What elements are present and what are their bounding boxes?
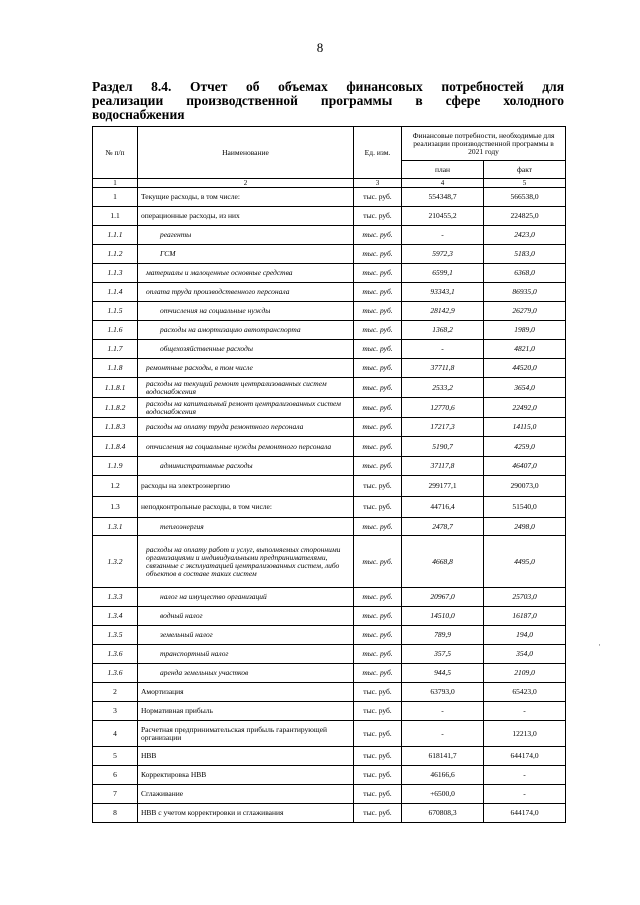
table-row xyxy=(93,340,566,359)
row-name: ГСМ xyxy=(138,245,354,264)
row-plan-value: 5190,7 xyxy=(402,437,484,457)
row-name: Сглаживание xyxy=(138,785,354,804)
column-number: 2 xyxy=(138,179,354,188)
table-row xyxy=(93,359,566,378)
row-plan-value: 20967,0 xyxy=(402,588,484,607)
column-number: 5 xyxy=(484,179,566,188)
row-plan-value: 4668,8 xyxy=(402,536,484,588)
section-heading xyxy=(92,80,564,122)
row-fact-value: 4259,0 xyxy=(484,437,566,457)
row-number: 1.3.6 xyxy=(93,664,138,683)
row-name: Амортизация xyxy=(138,683,354,702)
row-unit: тыс. руб. xyxy=(354,785,402,804)
row-number: 1.1.5 xyxy=(93,302,138,321)
table-row xyxy=(93,476,566,497)
row-unit: тыс. руб. xyxy=(354,645,402,664)
table-row xyxy=(93,804,566,823)
table-row xyxy=(93,518,566,536)
table-row xyxy=(93,536,566,588)
table-row xyxy=(93,626,566,645)
row-unit: тыс. руб. xyxy=(354,607,402,626)
row-plan-value: 46166,6 xyxy=(402,766,484,785)
row-number: 1.1.8.3 xyxy=(93,418,138,437)
row-name: ремонтные расходы, в том числе xyxy=(138,359,354,378)
row-plan-value: +6500,0 xyxy=(402,785,484,804)
row-unit: тыс. руб. xyxy=(354,518,402,536)
row-unit: тыс. руб. xyxy=(354,245,402,264)
row-number: 1.1.2 xyxy=(93,245,138,264)
row-number: 8 xyxy=(93,804,138,823)
row-unit: тыс. руб. xyxy=(354,476,402,497)
table-row xyxy=(93,645,566,664)
row-number: 1.1.3 xyxy=(93,264,138,283)
row-unit: тыс. руб. xyxy=(354,207,402,226)
row-name: теплоэнергия xyxy=(138,518,354,536)
heading-line-1: Раздел 8.4. Отчет об объемах финансовых потребностей для xyxy=(92,79,564,94)
row-unit: тыс. руб. xyxy=(354,437,402,457)
row-number: 1.3.2 xyxy=(93,536,138,588)
header-fact: факт xyxy=(484,161,566,179)
row-fact-value: 3654,0 xyxy=(484,378,566,398)
row-unit: тыс. руб. xyxy=(354,264,402,283)
table-row xyxy=(93,302,566,321)
heading-line-3: водоснабжения xyxy=(92,107,185,122)
row-unit: тыс. руб. xyxy=(354,702,402,721)
row-name: транспортный налог xyxy=(138,645,354,664)
row-plan-value: 2478,7 xyxy=(402,518,484,536)
row-fact-value: 290073,0 xyxy=(484,476,566,497)
table-row xyxy=(93,747,566,766)
row-number: 6 xyxy=(93,766,138,785)
row-number: 1.1.8 xyxy=(93,359,138,378)
column-number: 1 xyxy=(93,179,138,188)
header-name: Наименование xyxy=(138,127,354,179)
row-name: расходы на оплату труда ремонтного персонала xyxy=(138,418,354,437)
row-name: НВВ с учетом корректировки и сглаживания xyxy=(138,804,354,823)
row-plan-value: 12770,6 xyxy=(402,398,484,418)
row-plan-value: 28142,9 xyxy=(402,302,484,321)
row-name: неподконтрольные расходы, в том числе: xyxy=(138,497,354,518)
row-plan-value: 1368,2 xyxy=(402,321,484,340)
row-unit: тыс. руб. xyxy=(354,536,402,588)
row-plan-value: 944,5 xyxy=(402,664,484,683)
row-fact-value: 566538,0 xyxy=(484,188,566,207)
row-fact-value: 14115,0 xyxy=(484,418,566,437)
row-name: расходы на капитальный ремонт централизованных систем водоснабжения xyxy=(138,398,354,418)
table-row xyxy=(93,683,566,702)
table-row xyxy=(93,245,566,264)
row-number: 1.3.5 xyxy=(93,626,138,645)
row-number: 1.1.8.4 xyxy=(93,437,138,457)
column-number: 4 xyxy=(402,179,484,188)
row-number: 1.1.8.1 xyxy=(93,378,138,398)
row-plan-value: 554348,7 xyxy=(402,188,484,207)
row-number: 1.3 xyxy=(93,497,138,518)
row-fact-value: - xyxy=(484,785,566,804)
table-row xyxy=(93,702,566,721)
row-name: общехозяйственные расходы xyxy=(138,340,354,359)
row-name: расходы на текущий ремонт централизованных систем водоснабжения xyxy=(138,378,354,398)
row-name: земельный налог xyxy=(138,626,354,645)
row-fact-value: 2423,0 xyxy=(484,226,566,245)
row-plan-value: 618141,7 xyxy=(402,747,484,766)
row-unit: тыс. руб. xyxy=(354,302,402,321)
row-name: Текущие расходы, в том числе: xyxy=(138,188,354,207)
row-plan-value: 299177,1 xyxy=(402,476,484,497)
row-name: расходы на амортизацию автотранспорта xyxy=(138,321,354,340)
row-unit: тыс. руб. xyxy=(354,588,402,607)
row-name: реагенты xyxy=(138,226,354,245)
table-row xyxy=(93,188,566,207)
table-row xyxy=(93,497,566,518)
row-number: 1.3.3 xyxy=(93,588,138,607)
scan-mark: · xyxy=(598,640,601,650)
table-row xyxy=(93,226,566,245)
row-fact-value: 4495,0 xyxy=(484,536,566,588)
row-number: 1.2 xyxy=(93,476,138,497)
table-row xyxy=(93,378,566,398)
row-unit: тыс. руб. xyxy=(354,283,402,302)
row-plan-value: 5972,3 xyxy=(402,245,484,264)
row-fact-value: 2498,0 xyxy=(484,518,566,536)
header-plan: план xyxy=(402,161,484,179)
table-row xyxy=(93,283,566,302)
row-fact-value: 22492,0 xyxy=(484,398,566,418)
table-row xyxy=(93,321,566,340)
row-fact-value: 224825,0 xyxy=(484,207,566,226)
row-name: оплата труда производственного персонала xyxy=(138,283,354,302)
header-financial-needs: Финансовые потребности, необходимые для реализации производственной программы в 2021 году xyxy=(402,127,566,161)
row-unit: тыс. руб. xyxy=(354,359,402,378)
financial-needs-table xyxy=(92,126,566,823)
row-name: расходы на оплату работ и услуг, выполняемых сторонними организациями и индивидуальными предпринимателями, связанные с эксплуатацией централизованных систем, либо объектов в составе таких систем xyxy=(138,536,354,588)
table-row xyxy=(93,588,566,607)
row-number: 1.3.4 xyxy=(93,607,138,626)
row-plan-value: - xyxy=(402,721,484,747)
row-fact-value: 6368,0 xyxy=(484,264,566,283)
row-number: 1.1.9 xyxy=(93,457,138,476)
row-plan-value: 17217,3 xyxy=(402,418,484,437)
row-fact-value: 354,0 xyxy=(484,645,566,664)
row-number: 1.1.8.2 xyxy=(93,398,138,418)
row-plan-value: - xyxy=(402,340,484,359)
table-row xyxy=(93,664,566,683)
row-name: административные расходы xyxy=(138,457,354,476)
row-fact-value: 51540,0 xyxy=(484,497,566,518)
table-row xyxy=(93,418,566,437)
row-plan-value: 6599,1 xyxy=(402,264,484,283)
row-fact-value: 4821,0 xyxy=(484,340,566,359)
row-unit: тыс. руб. xyxy=(354,457,402,476)
row-number: 2 xyxy=(93,683,138,702)
table-row xyxy=(93,785,566,804)
row-unit: тыс. руб. xyxy=(354,497,402,518)
row-fact-value: 644174,0 xyxy=(484,804,566,823)
row-plan-value: 37117,8 xyxy=(402,457,484,476)
row-number: 1.1.1 xyxy=(93,226,138,245)
row-plan-value: 44716,4 xyxy=(402,497,484,518)
row-name: отчисления на социальные нужды ремонтного персонала xyxy=(138,437,354,457)
row-name: НВВ xyxy=(138,747,354,766)
row-fact-value: - xyxy=(484,766,566,785)
row-fact-value: 5183,0 xyxy=(484,245,566,264)
table-row xyxy=(93,607,566,626)
table-row xyxy=(93,437,566,457)
column-numbers-row xyxy=(93,179,566,188)
row-fact-value: 46407,0 xyxy=(484,457,566,476)
row-name: операционные расходы, из них xyxy=(138,207,354,226)
row-number: 7 xyxy=(93,785,138,804)
header-num: № п/п xyxy=(93,127,138,179)
row-unit: тыс. руб. xyxy=(354,804,402,823)
row-fact-value: 86935,0 xyxy=(484,283,566,302)
row-name: Нормативная прибыль xyxy=(138,702,354,721)
row-plan-value: 93343,1 xyxy=(402,283,484,302)
row-name: материалы и малоценные основные средства xyxy=(138,264,354,283)
row-unit: тыс. руб. xyxy=(354,418,402,437)
table-row xyxy=(93,766,566,785)
row-fact-value: 26279,0 xyxy=(484,302,566,321)
row-unit: тыс. руб. xyxy=(354,340,402,359)
table-row xyxy=(93,207,566,226)
row-plan-value: 789,9 xyxy=(402,626,484,645)
row-unit: тыс. руб. xyxy=(354,626,402,645)
row-number: 1 xyxy=(93,188,138,207)
row-name: аренда земельных участков xyxy=(138,664,354,683)
row-unit: тыс. руб. xyxy=(354,766,402,785)
row-unit: тыс. руб. xyxy=(354,378,402,398)
row-unit: тыс. руб. xyxy=(354,721,402,747)
row-name: отчисления на социальные нужды xyxy=(138,302,354,321)
row-number: 1.1.4 xyxy=(93,283,138,302)
row-fact-value: - xyxy=(484,702,566,721)
row-fact-value: 65423,0 xyxy=(484,683,566,702)
table-row xyxy=(93,398,566,418)
row-unit: тыс. руб. xyxy=(354,321,402,340)
row-fact-value: 644174,0 xyxy=(484,747,566,766)
row-unit: тыс. руб. xyxy=(354,747,402,766)
row-fact-value: 2109,0 xyxy=(484,664,566,683)
row-number: 5 xyxy=(93,747,138,766)
row-name: водный налог xyxy=(138,607,354,626)
row-plan-value: 670808,3 xyxy=(402,804,484,823)
row-plan-value: 37711,8 xyxy=(402,359,484,378)
row-fact-value: 25703,0 xyxy=(484,588,566,607)
table-row xyxy=(93,721,566,747)
table-body xyxy=(93,188,566,823)
row-fact-value: 12213,0 xyxy=(484,721,566,747)
page-number: 8 xyxy=(316,40,324,55)
row-plan-value: 2533,2 xyxy=(402,378,484,398)
row-number: 1.3.6 xyxy=(93,645,138,664)
row-name: Корректировка НВВ xyxy=(138,766,354,785)
row-number: 3 xyxy=(93,702,138,721)
row-number: 1.1 xyxy=(93,207,138,226)
table-row xyxy=(93,264,566,283)
row-plan-value: 357,5 xyxy=(402,645,484,664)
row-plan-value: - xyxy=(402,226,484,245)
table-row xyxy=(93,457,566,476)
row-number: 1.1.6 xyxy=(93,321,138,340)
row-unit: тыс. руб. xyxy=(354,226,402,245)
row-plan-value: - xyxy=(402,702,484,721)
header-unit: Ед. изм. xyxy=(354,127,402,179)
row-plan-value: 14510,0 xyxy=(402,607,484,626)
row-fact-value: 44520,0 xyxy=(484,359,566,378)
row-unit: тыс. руб. xyxy=(354,664,402,683)
row-name: налог на имущество организаций xyxy=(138,588,354,607)
row-number: 1.3.1 xyxy=(93,518,138,536)
row-plan-value: 63793,0 xyxy=(402,683,484,702)
row-number: 1.1.7 xyxy=(93,340,138,359)
row-unit: тыс. руб. xyxy=(354,683,402,702)
row-fact-value: 194,0 xyxy=(484,626,566,645)
row-number: 4 xyxy=(93,721,138,747)
row-name: расходы на электроэнергию xyxy=(138,476,354,497)
row-fact-value: 1989,0 xyxy=(484,321,566,340)
row-fact-value: 16187,0 xyxy=(484,607,566,626)
column-number: 3 xyxy=(354,179,402,188)
row-unit: тыс. руб. xyxy=(354,188,402,207)
row-name: Расчетная предпринимательская прибыль гарантирующей организации xyxy=(138,721,354,747)
row-plan-value: 210455,2 xyxy=(402,207,484,226)
heading-line-2: реализации производственной программы в сфере холодного xyxy=(92,93,564,108)
row-unit: тыс. руб. xyxy=(354,398,402,418)
